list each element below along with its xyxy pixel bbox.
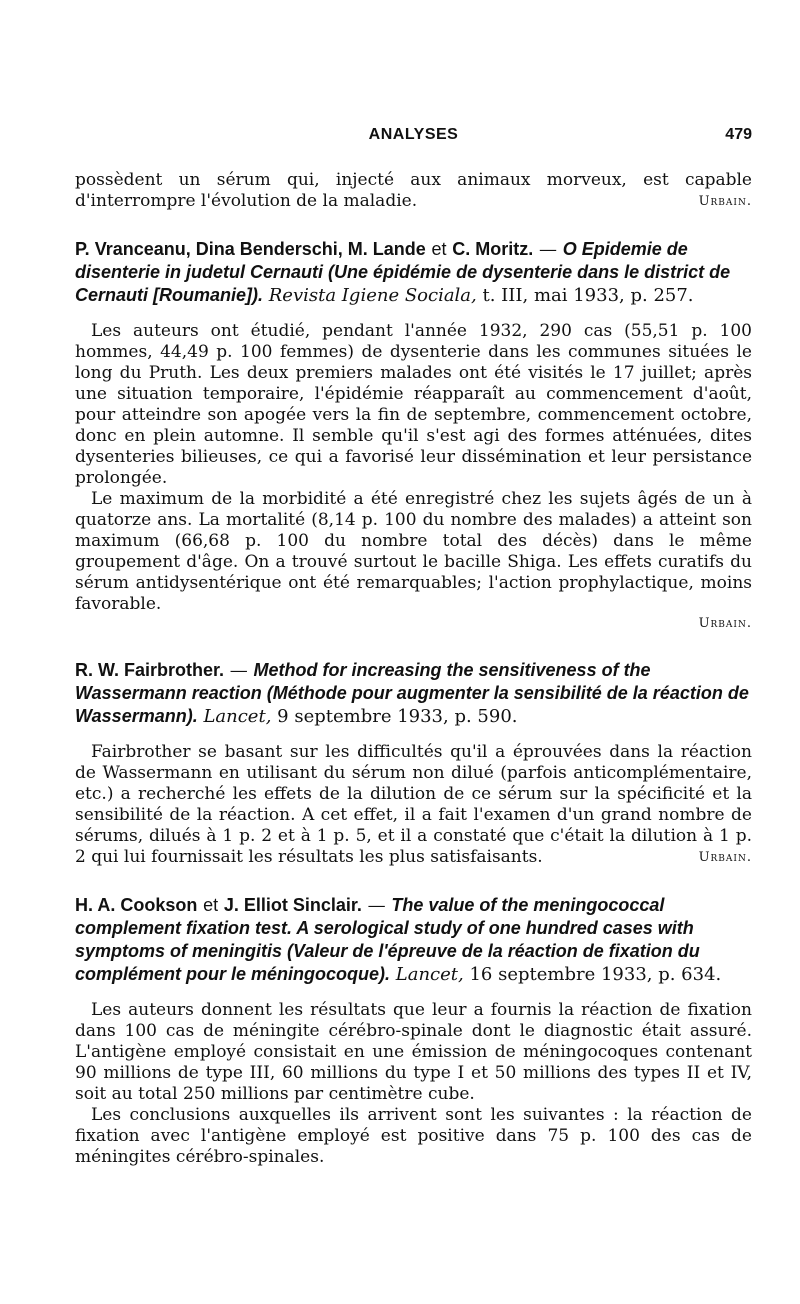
article3-authors: H. A. Cookson [75,895,198,915]
article2-dash: — [224,660,254,681]
article3-authors-2: J. Elliot Sinclair. [223,895,362,915]
article3-paragraph-2: Les conclusions auxquelles ils arrivent sont les suivantes : la réaction de fixation avec l'antigène employé est positive dans 75 p. 100 des cas de méningites cérébro-spinales. [75,1105,752,1167]
article2-paragraph-1 [75,742,752,868]
running-title: ANALYSES [368,126,459,143]
page-header [75,0,752,170]
article2-title: Method for increasing the sensitiveness of the Wassermann reaction (Méthode pour augmenter la sensibilité de la réaction de Wassermann). [75,660,749,726]
article1-dash: — [533,239,563,260]
article3-paragraph-1: Les auteurs donnent les résultats que leur a fournis la réaction de fixation dans 100 cas de méningite cérébro-spinale dont le diagnostic était assuré. L'antigène employé consistait en une émission de méningocoques contenant 90 millions de type III, 60 millions du type I et 50 millions des types II et IV, soit au total 250 millions par centimètre cube. [75,1000,752,1104]
article3-reference [75,894,752,986]
article-meningococcal [75,894,752,1168]
article1-citation: t. III, mai 1933, p. 257. [482,285,694,306]
article3-title: The value of the meningococcal complement fixation test. A serological study of one hundred cases with symptoms of meningitis (Valeur de l'épreuve de la réaction de fixation du complément pour le méningocoque). [75,895,700,984]
article2-journal: Lancet, [203,706,272,727]
intro-signature: Urbain. [698,194,752,209]
article3-journal: Lancet, [395,964,464,985]
article1-reference [75,238,752,307]
article1-signature: Urbain. [698,616,752,631]
article2-citation: 9 septembre 1933, p. 590. [277,706,518,727]
article1-authors-2: C. Moritz. [452,239,534,259]
intro-paragraph [75,170,752,212]
article2-authors: R. W. Fairbrother. [75,660,225,680]
article3-citation: 16 septembre 1933, p. 634. [469,964,722,985]
intro-section [75,170,752,212]
article1-paragraph-1: Les auteurs ont étudié, pendant l'année 1932, 290 cas (55,51 p. 100 hommes, 44,49 p. 100 femmes) de dysenterie dans les communes situées le long du Pruth. Les deux premiers malades ont été visités le 17 juillet; après une situation temporaire, l'épidémie réapparaît au commencement d'août, pour atteindre son apogée vers la fin de septembre, commencement octobre, donc en plein automne. Il semble qu'il s'est agi des formes atténuées, dites dysenteries bilieuses, ce qui a favorisé leur dissémination et leur persistance prolongée. [75,321,752,488]
document-page [75,0,752,1168]
article3-dash: — [361,895,392,916]
article-wassermann [75,659,752,868]
article1-title: O Epidemie de disenterie in judetul Cernauti (Une épidémie de dysenterie dans le district de Cernauti [Roumanie]). [75,239,731,305]
article1-journal: Revista Igiene Sociala, [268,285,477,306]
article1-authors: P. Vranceanu, Dina Benderschi, M. Lande [75,239,426,259]
article-dysentery [75,238,752,633]
article3-conjunction: et [203,895,219,915]
article2-reference [75,659,752,728]
article2-signature: Urbain. [698,850,752,865]
intro-text: possèdent un sérum qui, injecté aux animaux morveux, est capable d'interrompre l'évolution de la maladie. [75,170,752,211]
article1-conjunction: et [431,239,447,259]
page-number: 479 [725,126,752,143]
article1-paragraph-2: Le maximum de la morbidité a été enregistré chez les sujets âgés de un à quatorze ans. La mortalité (8,14 p. 100 du nombre des malades) a atteint son maximum (66,68 p. 100 du nombre total des décès) dans le même groupement d'âge. On a trouvé surtout le bacille Shiga. Les effets curatifs du sérum antidysentérique ont été remarquables; l'action prophylactique, moins favorable. [75,489,752,614]
article2-paragraph-1-text: Fairbrother se basant sur les difficultés qu'il a éprouvées dans la réaction de Wassermann en utilisant du sérum non dilué (parfois anticomplémentaire, etc.) a recherché les effets de la dilution de ce sérum sur la spécificité et la sensibilité de la réaction. A cet effet, il a fait l'examen d'un grand nombre de sérums, dilués à 1 p. 2 et à 1 p. 5, et il a constaté que c'était la dilution à 1 p. 2 qui lui fournissait les résultats les plus satisfaisants. [75,742,752,867]
